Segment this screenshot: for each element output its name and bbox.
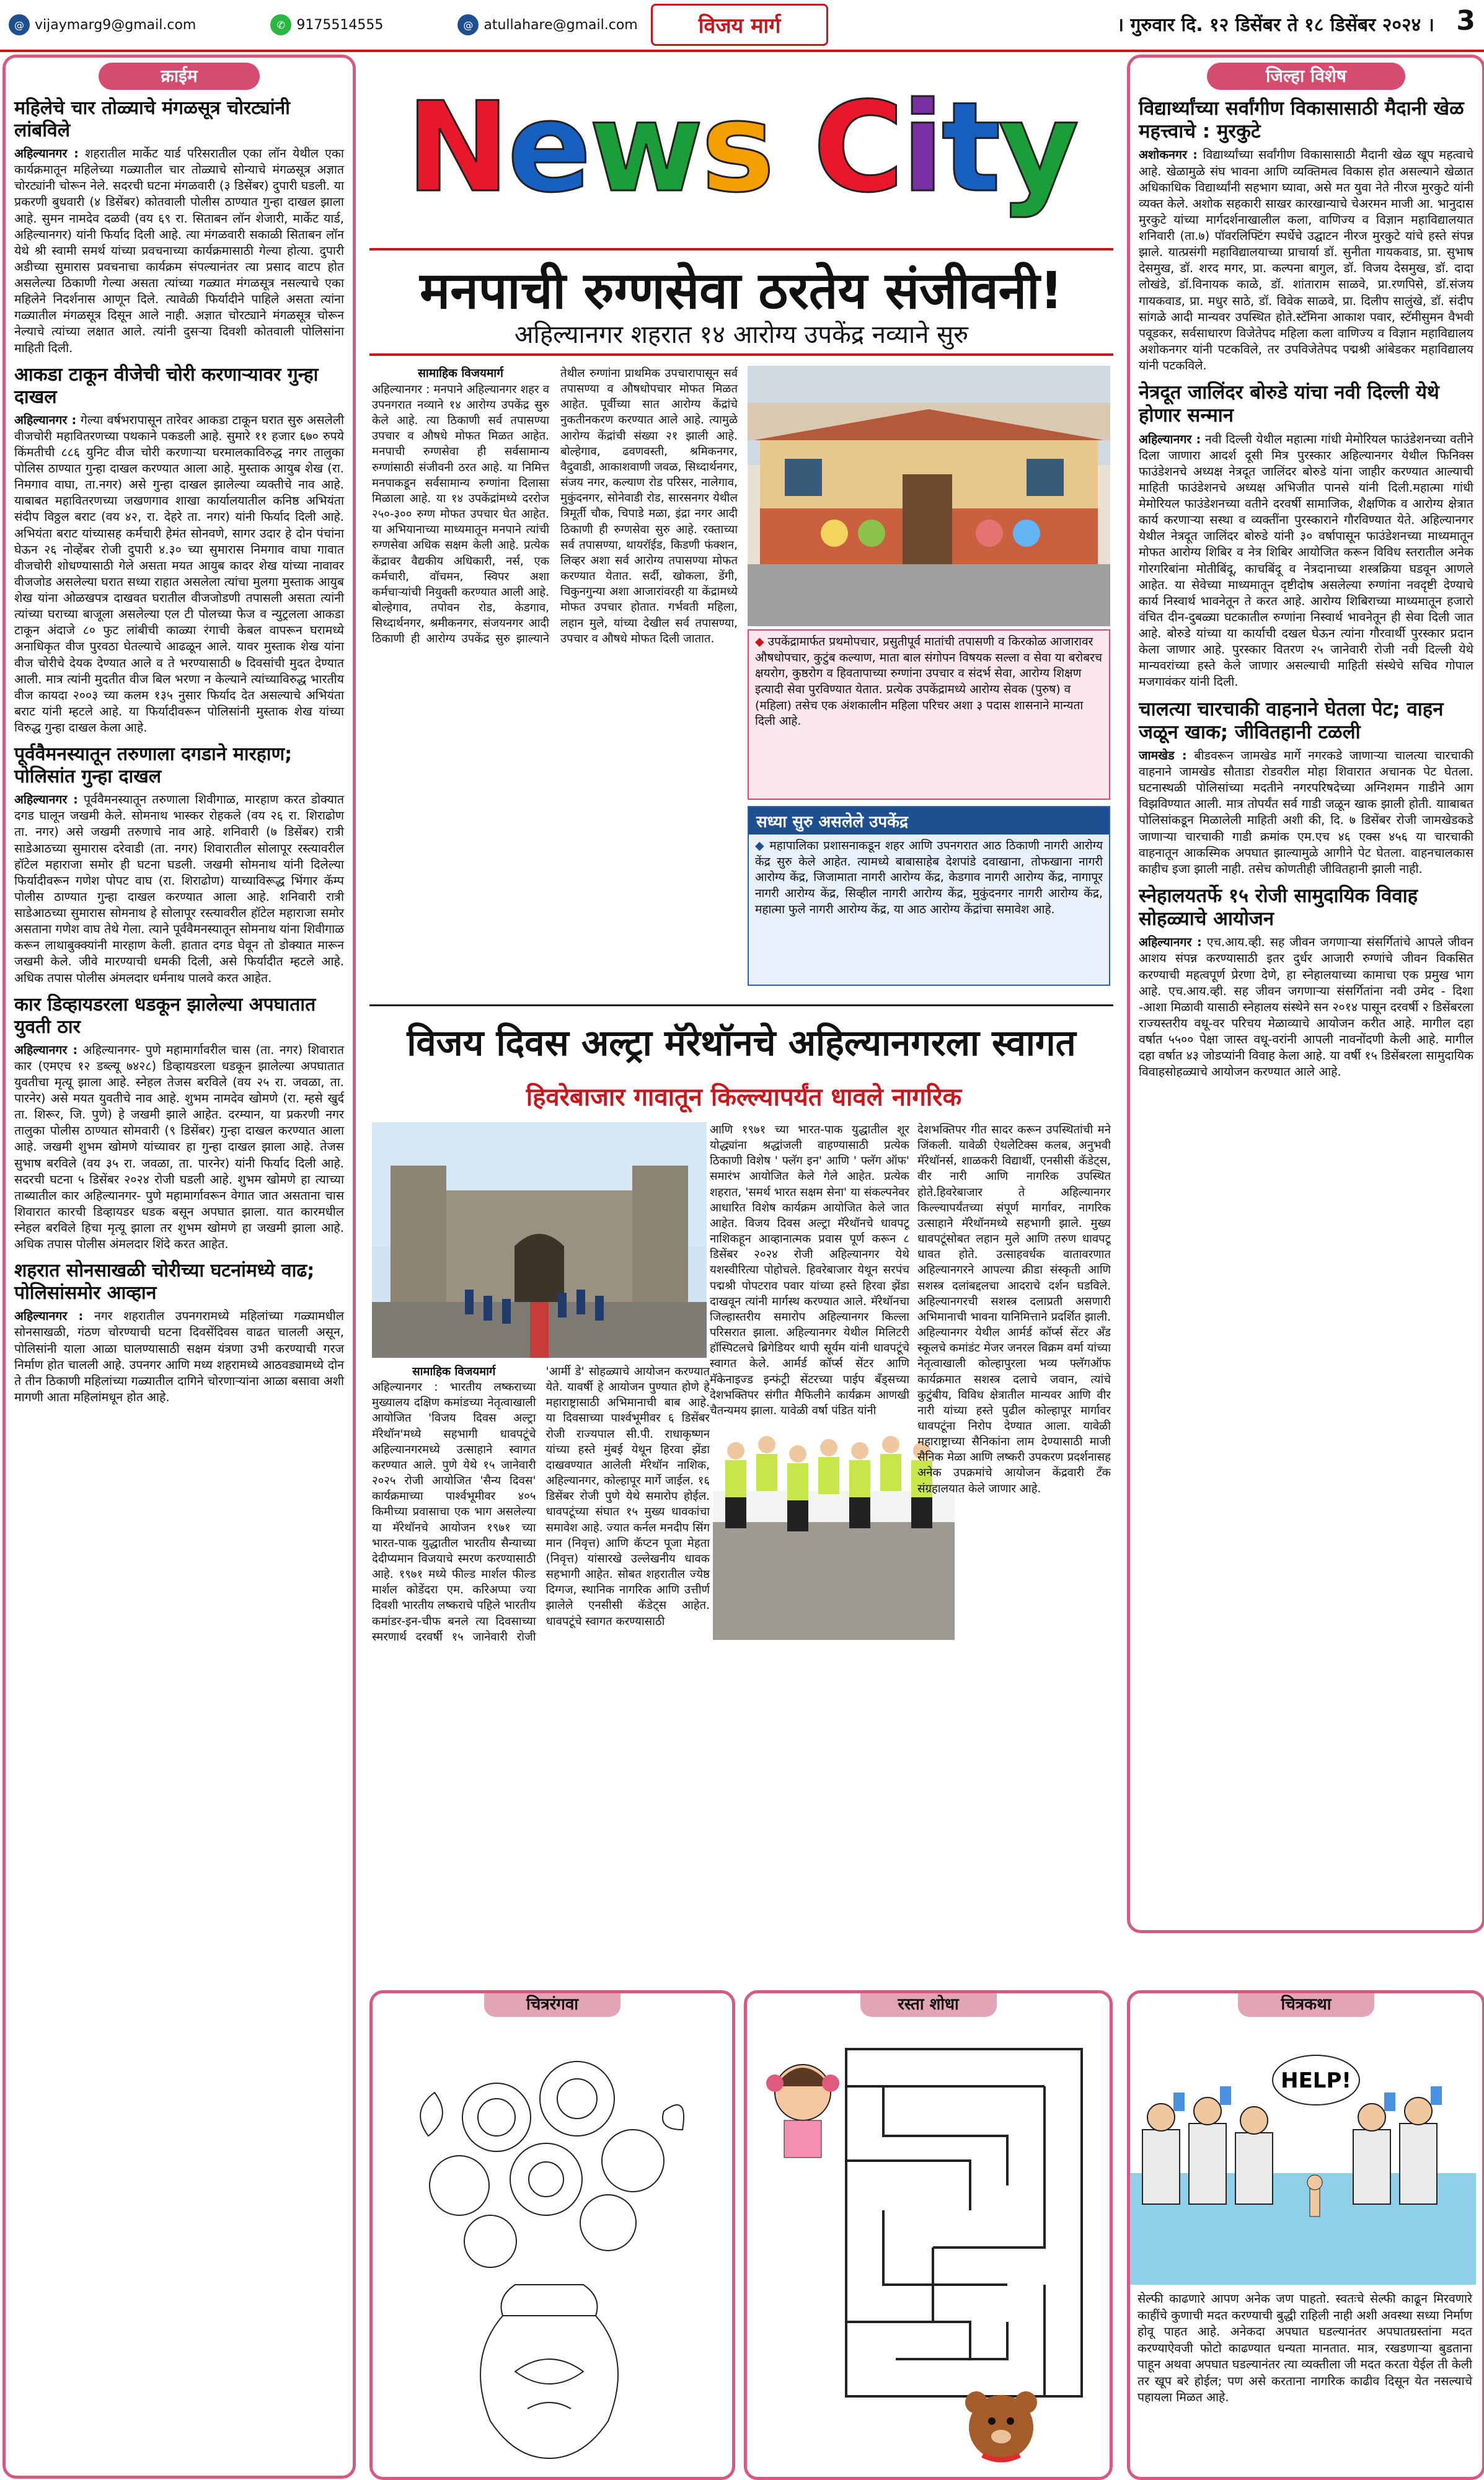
- divider: [369, 248, 1113, 250]
- crime-headline-3: पूर्ववैमनस्यातून तरुणाला दगडाने मारहाण; पोलिसांत गुन्हा दाखल: [14, 743, 293, 788]
- marathon-body-left: सामाहिक विजयमार्ग अहिल्यानगर : भारतीय लष्कराच्या मुख्यालय दक्षिण कमांडच्या नेतृत्वाखाली आयोजित 'विजय दिवस अल्ट्रा मॅरेथॉन'मध्ये सहभागी धावपटूंचे अहिल्यानगरमध्ये उत्साहाने स्वागत करण्यात आले. पुणे येथे १५ जानेवारी २०२५ रोजी आयोजित 'सैन्य दिवस' कार्यक्रमाच्या पार्श्वभूमीवर ४०५ किमीच्या प्रवासाचा एक भाग असलेल्या या मॅरेथॉनचे आयोजन १९७१ च्या भारत-पाक युद्धातील भारतीय सैन्याच्या देदीप्यमान विजयाचे स्मरण करण्यासाठी आहे. १९७१ मध्ये फील्ड मार्शल फील्ड मार्शल कोडेंदरा एम. करिअप्पा ज्या दिवशी भारतीय लष्कराचे पहिले भारतीय कमांडर-इन-चीफ बनले त्या दिवसाच्या स्मरणार्थ दरवर्षी १५ जानेवारी रोजी 'आर्मी डे' सोहळ्याचे आयोजन करण्यात येते. यावर्षी हे आयोजन पुण्यात होणे हे महाराष्ट्रासाठी अभिमानाची बाब आहे. या दिवसाच्या पार्श्वभूमीवर ६ डिसेंबर रोजी राज्यपाल सी.पी. राधाकृष्णन यांच्या हस्ते मुंबई येथून हिरवा झेंडा दाखवण्यात आलेली मॅरेथॉन नाशिक, अहिल्यानगर, कोल्हापूर मार्गे जाईल. १६ डिसेंबर रोजी पुणे येथे समारोप होईल. धावपटूंच्या संघात १५ मुख्य धावकांचा समावेश आहे. ज्यात कर्नल मनदीप सिंग मान (निवृत्त) आणि कॅप्टन पूजा मेहता (निवृत्त) यांसारखे उल्लेखनीय धावक सहभागी आहेत. सोबत शहरातील ज्येष्ठ दिग्गज, स्थानिक नागरिक आणि उत्तीर्ण झालेले एनसीसी कॅडेट्स आहेत. धावपटूंचे स्वागत करण्यासाठी: [372, 1365, 710, 1644]
- lead-article-body: सामाहिक विजयमार्ग अहिल्यानगर : मनपाने अहिल्यानगर शहर व उपनगरात नव्याने १४ आरोग्य उपकेंद्र सुरु केले आहे. त्या ठिकाणी सर्व तपासण्या उपचार व औषधे मोफत मिळत आहेत. मनपाची रुग्णसेवा ही सर्वसामान्य रुग्णांसाठी संजीवनी ठरत आहे. या निमित्त मनपाकडून सर्वसामान्य रुग्णांना दिलासा मिळाला आहे. या १४ उपकेंद्रांमध्ये दररोज २५०-३०० रुग्ण मोफत उपचार घेत आहेत. या अभियानाच्या माध्यमातून मनपाने त्यांची रुग्णसेवा अधिक सक्षम केली आहे. प्रत्येक केंद्रावर वैद्यकीय अधिकारी, नर्स, एक कर्मचारी, वॉचमन, स्विपर अशा कर्मचाऱ्यांची नियुक्ती करण्यात आली आहे. बोल्हेगाव, तपोवन रोड, केडगाव, सिध्दार्थनगर, श्रमीकनगर, संजयनगर आदी ठिकाणी ही आरोग्य उपकेंद्र सुरु झाल्याने तेथील रुग्णांना प्राथमिक उपचारापासून सर्व तपासण्या व औषधोपचार मोफत मिळत आहेत. पूर्वीच्या सात आरोग्य केंद्रांचे नुकतीनकरण करण्यात आले आहे. त्यामुळे आरोग्य केंद्रांची संख्या २१ झाली आहे. बोल्हेगाव, ढवणवस्ती, श्रमिकनगर, वैदुवाडी, आकाशवाणी जवळ, सिध्दार्थनगर, संजय नगर, कल्याण रोड परिसर, नालेगाव, मुकुंदनगर, सोनेवाडी रोड, सारसनगर येथील त्रिमूर्ती चौक, चिपाडे मळा, इंद्रा नगर आदी ठिकाणी ही रुग्णसेवा सुरु आहे. रक्ताच्या सर्व तपासण्या, थायरॉईड, किडणी फंक्शन, लिव्हर अशा सर्व आरोग्य तपासण्या मोफत करण्यात येतात. सर्दी, खोकला, डेंगी, चिकुनगुन्या अशा आजारांवरही या केंद्रामध्ये मोफत उपचार होतात. गर्भवती महिला, लहान मुले, यांच्या देखील सर्व तपासण्या, उपचार व औषधे मोफत दिली जातात.: [372, 366, 738, 646]
- photo-caption: ◆ उपकेंद्रामार्फत प्रथमोपचार, प्रसुतीपूर्व मातांची तपासणी व किरकोळ आजारावर औषधोपचार, कुटुंब कल्याण, माता बाल संगोपन विषयक सल्ला व सेवा या बरोबरच क्षयरोग, कुष्ठरोग व हिवतापाच्या रुग्णांना उपचार व संदर्भ सेवा, आरोग्य शिक्षण इत्यादी सेवा पुरविण्यात येतात. प्रत्येक उपकेंद्रामध्ये आरोग्य सेवक (पुरुष) व (महिला) तसेच एक अंशकालीन महिला परिचर अशा ३ पदास शासनाने मान्यता दिली आहे.: [748, 629, 1110, 800]
- lead-headline: मनपाची रुग्णसेवा ठरतेय संजीवनी!: [420, 262, 1063, 321]
- news-city-logo: [369, 55, 1113, 241]
- district-body-1: अशोकनगर : विद्यार्थ्यांच्या सर्वांगीण विकासासाठी मैदानी खेळ खूप महत्वाचे आहे. खेळामुळे संघ भावना आणि व्यक्तिमत्व विकास होत असल्याने खेळात अधिकाधिक विद्यार्थ्यांनी सहभाग घ्यावा, असे मत युवा नेते नीरज मुरकुटे यांनी व्यक्त केले. अशोक सहकारी साखर कारखान्याचे चेअरमन माजी आ. भानुदास मुरकुटे यांच्या मार्गदर्शनाखालील कला, वाणिज्य व विज्ञान महाविद्यालयात शनिवारी (ता.७) पॉवरलिफ्टिंग स्पर्धेचे उद्घाटन नीरज मुरकुटे यांचे हस्ते संपन्न झाले. यात्प्रसंगी महाविद्यालयाच्या प्राचार्या डॉ. सुनीता गायकवाड, प्रा. सुभाष देसमुख, डॉ. शरद मगर, प्रा. कल्पना बागुल, डॉ. विजय देसमुख, डॉ. दादा लोखंडे, डॉ.विनायक काळे, डॉ. शांताराम साळवे, प्रा.रणपिसे, डॉ.संजय गायकवाड, प्रा. मधुर साठे, डॉ. विवेक साळवे, प्रा. दिलीप सालुंखे, डॉ. संदीप सांगळे आदी मान्यवर उपस्थित होते.स्टॅमिना आकाश पवार, स्टॅमीसुमन वैभवी पवूडकर, सर्वसाधारण विजेतेपद महिला कला वाणिज्य व विज्ञान महाविद्यालय अशोकनगर यांनी पटकविले, तर उपविजेतेपद पद्मश्री आंबेडकर महाविद्यालय यांनी पटकविले.: [1139, 148, 1473, 373]
- crime-dateline-1: अहिल्यानगर :: [14, 146, 79, 161]
- maze-tag: रस्ता शोधा: [860, 1992, 997, 2017]
- whatsapp-icon: ✆: [270, 14, 291, 35]
- upkendra-box-body: ◆ महापालिका प्रशासनाकडून शहर आणि उपनगरात आठ ठिकाणी नागरी आरोग्य केंद्र सुरु केले आहेत. त्यामध्ये बाबासाहेब देशपांडे दवाखाना, तोफखाना नागरी आरोग्य केंद्र, जिजामाता नागरी आरोग्य केंद्र, केडगाव नागरी आरोग्य केंद्र, नागापूर नागरी आरोग्य केंद्र, सिव्हील नागरी आरोग्य केंद्र, मुकुंदनगर नागरी आरोग्य केंद्र, महात्मा फुले नागरी आरोग्य केंद्र, या आठ आरोग्य केंद्रांचा समावेश आहे.: [755, 839, 1103, 916]
- logo-letter: N: [406, 75, 508, 220]
- logo-letter: e: [507, 75, 590, 220]
- crime-body-2: अहिल्यानगर : गेल्या वर्षभरापासून तारेवर आकडा टाकून घरात सुरु असलेली वीजचोरी महावितरणच्या पथकाने पकडली आहे. सुमारे ११ हजार ६७० रुपये किंमतीची ८८६ युनिट वीज चोरी करणाऱ्या घरमालकाविरुद्ध नगर तालुका पोलिस ठाण्यात गुन्हा दाखल करण्यात आला आहे. मुस्ताक आयुब शेख (रा. निमगाव वाघा, ता.नगर) असे गुन्हा दाखल झालेल्या व्यक्तीचे नाव आहे. याबाबत महावितरणच्या जखणगाव शाखा कार्यालयातील कनिष्ठ अभियंता संदीप विठ्ठल बराट (वय ४२, रा. देहरे ता. नगर) यांनी फिर्याद दिली आहे. अभियंता बराट यांच्यासह कर्मचारी हेमंत सोनवणे, सागर उदार हे दोन पंचांना घेऊन २६ नोव्हेंबर रोजी दुपारी ४.३० च्या सुमारास निमगाव वाघा गावात वीजचोरी शोधण्यासाठी गेले असता मयत आयुब कादर शेख यांच्या नावावर वीजजोड असलेल्या घरात सध्या राहात असलेला त्यांचा मुलगा मुस्ताक आयुब शेख यांना ओळखपत्र दाखवत घरातील वीजजोडणी तपासली असता त्यांनी त्यांच्या घराच्या बाजूला असलेल्या एल टी पोलच्या फेज व न्युट्रलला आकडा टाकून अंदाजे ८० फुट लांबीची काळ्या रंगाची केबल वापरून घरामध्ये अनाधिकृत वीज पुरवठा घेतल्याचे आढळून आले. यावर मुस्ताक शेख यांना वीज चोरीचे देयक देण्यात आले व ते भरण्यासाठी ७ दिवसांची मुदत देण्यात आली. मात्र त्यांनी मुदतीत वीज बिल भरणा न केल्याने त्यांच्याविरुद्ध भारतीय वीज कायदा २००३ च्या कलम १३५ नुसार फिर्याद देत असल्याचे अभियंता बराट यांनी म्हटले आहे. या फिर्यादीवरून पोलिसांनी मुस्ताक शेख यांच्या विरुद्ध गुन्हा दाखल केला आहे.: [14, 412, 344, 735]
- crime-section-tag: क्राईम: [99, 63, 260, 90]
- lead-subheadline: अहिल्यानगर शहरात १४ आरोग्य उपकेंद्र नव्याने सुरु: [514, 321, 969, 349]
- logo-letter: s: [700, 75, 772, 220]
- selfie-cartoon: [1130, 2024, 1476, 2285]
- coloring-panel: [369, 1990, 735, 2480]
- district-headline-1: विद्यार्थ्यांच्या सर्वांगीण विकासासाठी मैदानी खेळ महत्त्वाचे : मुरकुटे: [1139, 97, 1464, 143]
- bullet-icon: ◆: [755, 635, 768, 649]
- district-body-4: अहिल्यानगर : एच.आय.व्ही. सह जीवन जगणाऱ्या संसर्गितांचे आपले जीवन आशय संपन्न करण्यासाठी इतर दुर्धर आजारी रुग्णांचे जीवन विकसित करण्याची महत्वपूर्ण प्रेरणा देणे, हा स्नेहालयाच्या कामाचा एक प्रमुख भाग आहे. एच.आय.व्ही. सह जीवन जगणाऱ्या संसर्गितांना नवी उमेद - दिशा -आशा मिळावी यासाठी स्नेहालय संस्थेने सन २०१४ पासून दरवर्षी २ डिसेंबरला राज्यस्तरीय वधू-वर परिचय मेळाव्याचे आयोजन करीत आहे. मागील दहा वर्षात ५५०० पेक्षा जास्त वधू-वरांनी आपली नावनोंदणी केली आहे. मागील दहा वर्षात ४३ जोडप्यांनी विवाह केला आहे. या वर्षी १५ डिसेंबरला सामुदायिक विवाहसोहळ्याचे आयोजन करण्यात आले आहे.: [1139, 935, 1473, 1079]
- district-body-2: अहिल्यानगर : नवी दिल्ली येथील महात्मा गांधी मेमोरियल फाउंडेशनच्या वतीने दिला जाणारा आदर्श दूसी मित्र पुरस्कार अहिल्यानगर येथील फिनिक्स फाउंडेशनचे अध्यक्ष नेत्रदूत जालिंदर बोरुडे यांना जाहीर करण्यात आल्याची माहिती फाउंडेशनचे अध्यक्ष अभिजीत पानसे यांनी दिली.महात्मा गांधी मेमोरियल फाउंडेशनच्या वतीने दरवर्षी सामाजिक, शैक्षणिक व आरोग्य क्षेत्रात कार्य करणाऱ्या सस्था व व्यक्तींना पुरस्काराने गौरविण्यात येते. अहिल्यानगर येथील नेत्रदूत जालिंदर बोरुडे यांनी ३० वर्षापासून फाउंडेशनच्या माध्यमातून मोफत आरोग्य शिबिर व नेत्र शिबिर आयोजित करून विविध स्तरातील अनेक गोरगरिबांना मोतीबिंदू, काचबिंदू व नेत्रदानाच्या शस्त्रक्रिया घडवून आणले आहेत. या सेवेच्या माध्यमातून दृष्टीदोष असलेल्या रुग्णांना नवदृष्टी देण्याचे कार्य निस्वार्थ भावनेतून ते करत आहे. आरोग्य शिबिराच्या माध्यमातून हजारो वंचित दीन-दुबळ्या घटकातील रुग्णांना निस्वार्थ भावनेतून ही सेवा दिली जात आहे. बोरुडे यांच्या या कार्याची दखल घेऊन त्यांना गौरवार्थी पुरस्कार प्रदान केला जाणार आहे. पुरस्कार वितरण २५ जानेवारी रोजी नवी दिल्ली येथे मान्यवरांच्या हस्ते केले जाणार असल्याची माहिती संस्थेचे सचिव गोपाल मजगावंकर यांनी दिली.: [1139, 432, 1473, 689]
- phone-contact: [270, 14, 383, 35]
- email-1: vijaymarg9@gmail.com: [35, 17, 197, 33]
- logo-letter: [772, 76, 813, 220]
- upkendra-box-title: सध्या सुरु असलेले उपकेंद्र: [749, 807, 1109, 835]
- marathon-body-col4: देशभक्तिपर गीत सादर करून उपस्थितांची मने जिंकली. यावेळी ऐथलेटिक्स कलब, अनुभवी मॅरेथॉनर्स, शाळकरी विद्यार्थी, एनसीसी कॅडेट्स, वीर नारी आणि नागरिक उपस्थित होते.हिवरेबाजार ते अहिल्यानगर किल्ल्यापर्यंतच्या संपूर्ण मार्गावर, नागरिक उत्साहाने मॅरेथॉनमध्ये सहभागी झाले. मुख्य धावपटूंसोबत लहान मुले आणि तरुण धावपटू धावत होते. उत्साहवर्धक वातावरणात अहिल्यानगरने आपल्या क्रीडा संस्कृती आणि सशस्त्र दलांबद्दलचा आदराचे दर्शन घडविले. अहिल्यानगरची सशस्त्र दलाप्रती असणारी अभिमानाची भावना यानिमित्ताने प्रदर्शित झाली. अहिल्यानगर येथील आर्मर्ड कॉर्प्स सेंटर ॲंड स्कूलचे कमांडंट मेजर जनरल विक्रम वर्मा यांच्या नेतृत्वाखाली कोल्हापुरला भव्य फ्लॅगऑफ कार्यक्रमात सशस्त्र दलाचे जवान, त्यांचे कुटुंबीय, विविध क्षेत्रातील मान्यवर आणि वीर नारी यांच्या हस्ते पुढील कोल्हापूर मार्गावर धावपटूंना निरोप देण्यात आला. यावेळी महाराष्ट्राच्या सैनिकांना लाम देण्यासाठी माजी सैनिक मेळा आणि लष्करी उपकरण प्रदर्शनासह अनेक उपक्रमांचे आयोजन केंद्रवारी टँक संग्रहालयात केले जाणार आहे.: [917, 1123, 1111, 1495]
- email-2: atullahare@gmail.com: [484, 17, 638, 33]
- crime-body-4: अहिल्यानगर : अहिल्यानगर- पुणे महामार्गावरील चास (ता. नगर) शिवारात कार (एमएच १२ डब्ल्यू ७४२८) डिव्हायडरला धडकून झालेल्या अपघातात युवतीचा मृत्यू झाला आहे. स्नेहल तेजस बरविले (वय २५ रा. जवळा, ता. पारनेर) असे मयत युवतीचे नाव आहे. शुभम नामदेव खोमणे (रा. म्हसे खुर्द ता. शिरूर, जि. पुणे) हे जखमी झाले आहेत. दरम्यान, या प्रकरणी नगर तालुका पोलीस ठाण्यात सोमवारी (९ डिसेंबर) गुन्हा दाखल करण्यात आला आहे. जखमी शुभम खोमणे यांच्यावर हा गुन्हा दाखल झाला आहे. तेजस सुभाष बरविले (वय ३५ रा. जवळा, ता. पारनेर) यांनी फिर्याद दिली आहे. सदरची घटना ५ डिसेंबर २०२४ रोजी घडली आहे. शुभम खोमणे हा त्याच्या ताब्यातील कार अहिल्यानगर- पुणे महामार्गावरून वेगात जात असताना चास शिवारात कारची डिव्हायडर धडक बसून अपघात झाला. यात कारमधील स्नेहल बरविले हिचा मृत्यू झाला तर शुभम खोमणे हा जखमी झाला आहे. अधिक तपास पोलीस अंमलदार शिंदे करत आहेत.: [14, 1042, 344, 1252]
- crime-headline-5: शहरात सोनसाखळी चोरीच्या घटनांमध्ये वाढ; पोलिसांसमोर आव्हान: [14, 1260, 315, 1304]
- masthead-logo: विजय मार्ग: [651, 4, 828, 46]
- phone-number: 9175514555: [296, 17, 384, 33]
- girl-icon: [766, 2065, 839, 2158]
- divider: [369, 1004, 1113, 1006]
- logo-letter: y: [998, 75, 1077, 220]
- flower-vase-drawing: [373, 2024, 726, 2471]
- logo-letter: t: [941, 75, 999, 220]
- cartoon-text: सेल्फी काढणारे आपण अनेक जण पाहतो. स्वतःचे सेल्फी काढून मिरवणारे काहींचे कुणाची मदत करण्याची बुद्धी राहिली नाही अशी अवस्था सध्या निर्माण होवू पाहत आहे. अनेकदा अपघात घडल्यानंतर अपघातग्रस्तांना मदत करण्याऐवजी फोटो काढण्यात धन्यता मानतात. मात्र, रखडणाऱ्या बुडताना पाहून अथवा अपघात घडल्यानंतर त्या व्यक्तीला जी मदत करता येईल ती केली तर खूप बरे होईल; पण असे करताना नागरिक काढीव दिसून येत नसल्याचे पहायला मिळत आहे.: [1137, 2292, 1472, 2405]
- district-headline-3: चालत्या चारचाकी वाहनाने घेतला पेट; वाहन जळून खाक; जीवितहानी टळली: [1139, 698, 1444, 743]
- bullet-icon: ◆: [755, 839, 770, 852]
- page-number: 3: [1456, 5, 1475, 37]
- divider: [369, 353, 1113, 356]
- marathon-body-col3: आणि १९७१ च्या भारत-पाक युद्धातील शूर योद्ध्यांना श्रद्धांजली वाहण्यासाठी प्रत्येक ठिकाणी विशेष ' फ्लॅग इन' आणि ' फ्लॅग ऑफ' समारंभ आयोजित केले गेले आहेत. प्रत्येक शहरात, 'समर्थ भारत सक्षम सेना' या संकल्पनेवर आधारित विशेष कार्यक्रम आयोजित केले जात आहेत. विजय दिवस अल्ट्रा मॅरेथॉनचे धावपटू नाशिकहून आव्हानात्मक प्रवास पूर्ण करून ८ डिसेंबर २०२४ रोजी अहिल्यानगर येथे यशस्वीरित्या पोहोचले. हिवरेबाजार येथून सरपंच पद्मश्री पोपटराव पवार यांच्या हस्ते हिरवा झेंडा दाखवून त्यांनी मार्गस्थ करण्यात आले. मॅरेथॉनचा जिल्हास्तरीय समारोप अहिल्यानगर किल्ला परिसरात झाला. अहिल्यानगर येथील मिलिटरी हॉस्पिटलचे ब्रिगेडियर थापी सूर्यम यांनी धावपटूंचे स्वागत केले. आर्मर्ड कॉर्प्स सेंटर आणि मॅकेनाइज्ड इन्फंट्री सेंटरच्या पाईप बँड्सच्या देशभक्तिपर संगीत मैफिलीने कार्यक्रम आणखी चैतन्यमय झाला. यावेळी वर्षा पंडित यांनी: [710, 1123, 909, 1417]
- crime-body-1: अहिल्यानगर : शहरातील मार्केट यार्ड परिसरातील एका लॉन येथील एका कार्यक्रमातून महिलेच्या गळ्यातील चार तोळ्याचे सोन्याचे मंगळसूत्र अज्ञात चोरट्यांनी चोरून नेले. सदरची घटना मंगळवारी (३ डिसेंबर) दुपारी घडली. या प्रकरणी बुधवारी (४ डिसेंबर) कोतवाली पोलीस ठाण्यात गुन्हा दाखल झाला आहे. सुमन नामदेव दळवी (वय ६९ रा. सिताबन लॉन शेजारी, मार्केट यार्ड, अहिल्यानगर) यांनी फिर्याद दिली आहे. त्या मंगळवारी सकाळी सिताबन लॉन येथे श्री स्वामी समर्थ यांच्या प्रवचनाच्या कार्यक्रमासाठी गेल्या होत्या. दुपारी अडीच्या सुमारास प्रवचनाचा कार्यक्रम संपल्यानंतर त्या प्रसाद वाटप होत असलेल्या ठिकाणी गेल्या असता त्यांच्या गळ्यात मंगळसूत्र नसल्याचे एका महिलेने निदर्शनास आणून दिले. त्यावेळी फिर्यादीने पाहिले असता त्यांना गळ्यातील मंगळसूत्र दिसून आले नाही. अज्ञात चोरट्याने मंगळसूत्र चोरून नेल्याचे त्यांच्या लक्षात आले. त्यांनी दुसऱ्या दिवशी कोतवाली पोलिसांना माहिती दिली.: [14, 146, 344, 355]
- top-bar: [0, 0, 1484, 52]
- lead-byline: सामाहिक विजयमार्ग: [418, 366, 503, 380]
- globe-icon: @: [457, 14, 479, 35]
- globe-icon: @: [9, 14, 30, 35]
- marathon-headline: विजय दिवस अल्ट्रा मॅरेथॉनचे अहिल्यानगरला स्वागत: [407, 1022, 1076, 1064]
- marathon-subheadline: हिवरेबाजार गावातून किल्ल्यापर्यंत धावले नागरिक: [526, 1083, 962, 1112]
- crime-headline-2: आकडा टाकून वीजेची चोरी करणाऱ्यावर गुन्हा दाखल: [14, 363, 319, 408]
- district-section-tag: जिल्हा विशेष: [1207, 63, 1405, 90]
- logo-letter: w: [589, 75, 701, 220]
- district-body-3: जामखेड : बीडवरून जामखेड मार्गे नगरकडे जाणाऱ्या चालत्या चारचाकी वाहनाने जामखेड सौताडा रोडवरील मोहा शिवारात अचानक पेट घेतला. घटनास्थळी पोलिसांच्या मदतीने नगरपरिषदेच्या अग्निशमन गाडीने आग विझविण्यात आली. मात्र तोपर्यंत सर्व गाडी जळून खाक झाली होती. यााबाबत पोलिसांकडून मिळालेली माहिती अशी की, दि. ७ डिसेंबर रोजी जामखेडकडे जाणाऱ्या चारचाकी गाडी क्रमांक एम.एच ४६ एक्स ४५६ या चारचाकी वाहनातून आकस्मिक अपघात झाल्यामुळे आगीने पेट घेतला. वाहनचालकास काहीच इजा झाली नाही. तसेच कोणतीही जीवितहानी झाली नाही.: [1139, 748, 1473, 876]
- email-contact-1: [9, 14, 196, 35]
- district-column: [1127, 55, 1484, 1933]
- maze-drawing: [747, 2024, 1103, 2471]
- crime-body-3: अहिल्यानगर : पूर्ववैमनस्यातून तरुणाला शिवीगाळ, मारहाण करत डोक्यात दगड घालून जखमी केले. सोमनाथ भास्कर रोहकले (वय २६ रा. शिराढोण ता. नगर) असे जखमी तरुणाचे नाव आहे. शनिवारी (७ डिसेंबर) रात्री साडेआठच्या सुमारास दरेवाडी (ता. नगर) शिवारातील सोलापूर रस्त्यावरील हॉटेल महाराजा समोर ही घटना घडली. जखमी सोमनाथ यांनी दिलेल्या फिर्यादीवरून गणेश पोपट वाघ (रा. शिराढोण) याच्याविरूद्ध भिंगार कॅम्प पोलीस ठाण्यात गुन्हा दाखल करण्यात आला आहे. शनिवारी रात्री साडेआठच्या सुमारास सोमनाथ हे सोलापूर रस्त्यावरील हॉटेल महाराजा समोर असताना गणेश वाघ तेथे गेला. त्याने पूर्ववैमनस्यातून सोमनाथ यांना शिवीगाळ करून लाथाबुक्क्यांनी मारहाण केली. हातात दगड घेवून तो डोक्यात मारून जखमी केले. जीवे मारण्याची धमकी दिली, असे फिर्यादीत म्हटले आहे. अधिक तपास पोलीस अंमलदार धर्मनाथ पालवे करत आहेत.: [14, 792, 344, 985]
- marathon-byline: सामाहिक विजयमार्ग: [412, 1365, 496, 1378]
- logo-letter: i: [901, 75, 942, 220]
- email-contact-2: [457, 14, 637, 35]
- teddy-bear-icon: [965, 2391, 1037, 2460]
- district-headline-4: स्नेहालयतर्फे १५ रोजी सामुदायिक विवाह सोहळ्याचे आयोजन: [1139, 884, 1418, 931]
- health-centre-photo: [748, 366, 1110, 626]
- issue-date: । गुरुवार दि. १२ डिसेंबर ते १८ डिसेंबर २०२४ ।: [1116, 14, 1434, 36]
- logo-letter: C: [813, 75, 902, 220]
- cartoon-tag: चित्रकथा: [1238, 1992, 1374, 2017]
- crime-headline-1: महिलेचे चार तोळ्याचे मंगळसूत्र चोरट्यांनी लांबविले: [14, 97, 290, 141]
- crime-headline-4: कार डिव्हायडरला धडकून झालेल्या अपघातात युवती ठार: [14, 993, 316, 1038]
- district-headline-2: नेत्रदूत जालिंदर बोरुडे यांचा नवी दिल्ली येथे होणार सन्मान: [1139, 381, 1439, 427]
- coloring-tag: चित्ररंगवा: [484, 1992, 621, 2017]
- upkendra-box: [748, 806, 1110, 986]
- maze-panel: [744, 1990, 1113, 2480]
- crime-column: [2, 55, 356, 2479]
- fort-photo: [372, 1122, 707, 1358]
- crime-body-5: अहिल्यानगर : नगर शहरातील उपनगरामध्ये महिलांच्या गळ्यामधील सोनसाखळी, गंठण चोरण्याची घटना दिवसेंदिवस वाढत चालली असून, पोलिसांनी याला आळा घालण्यासाठी सक्षम यंत्रणा उभी करण्याची गरज निर्माण होत चालली आहे. उपनगर आणि मध्य शहरामध्ये आठवड्यामध्ये दोन ते तीन ठिकाणी महिलांच्या गळ्यातील दागिने चोरणाऱ्यांना आळा बसावा अशी मागणी आता महिलांमधून होत आहे.: [14, 1309, 344, 1404]
- help-text: HELP!: [1281, 2068, 1351, 2093]
- cartoon-panel: [1127, 1990, 1484, 2480]
- drowning-hand-icon: [1307, 2175, 1322, 2216]
